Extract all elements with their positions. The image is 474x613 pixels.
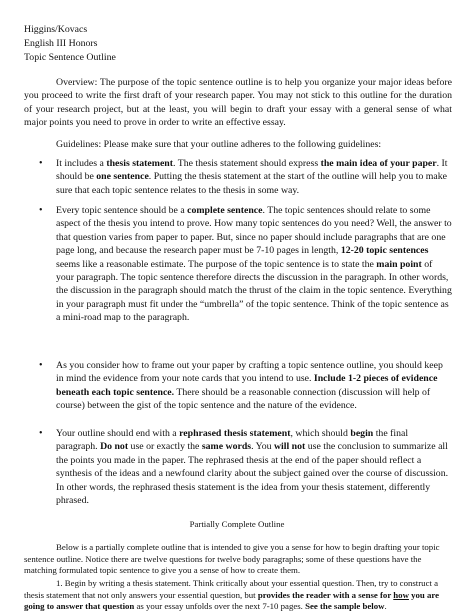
- bullet-marker: •: [39, 360, 43, 371]
- guidelines-intro: Guidelines: Please make sure that your outline adheres to the following guidelines:: [56, 139, 382, 150]
- step-one-instructions: 1. Begin by writing a thesis statement. Think critically about your essential question. Then, try to construct a thesis statement that not only answers your essential question, but provides the reader with a sense for how you are going to answer that question as your essay unfolds over the next 7-10 pages. See the sample below.: [24, 578, 440, 612]
- bullet-topic-sentences: Every topic sentence should be a complete sentence. The topic sentences should relate to some aspect of the thesis you intend to prove. How many topic sentences do you need? Well, the answer to that question varies from paper to paper. But, since no paper should include paragraphs that are one page long, and because the research paper must be 7-10 pages in length, 12-20 topic sentences seems like a reasonable estimate. The purpose of the topic sentence is to state the main point of your paragraph. The topic sentence therefore directs the discussion in the paragraph. In other words, the discussion in the paragraph should match the thrust of the claim in the topic sentence. Everything in your paragraph must fit under the “umbrella” of the topic sentence. Think of the topic sentence as a mini-road map to the paragraph.: [56, 205, 452, 324]
- document-title: Topic Sentence Outline: [24, 52, 116, 63]
- bullet-evidence: As you consider how to frame out your paper by crafting a topic sentence outline, you should keep in mind the evidence from your note cards that you intend to use. Include 1-2 pieces of evidence beneath each topic sentence. There should be a reasonable connection (discussion will help of course) between the gist of the topic sentence and the nature of the evidence.: [56, 360, 443, 412]
- overview-paragraph: Overview: The purpose of the topic sentence outline is to help you organize your major ideas before you proceed to write the first draft of your research paper. You may not stick to this outline for the duration of your research project, but at the least, you will begin to draft your essay with a general sense of what major points you need to prove in order to write an effective essay.: [24, 77, 452, 129]
- bullet-rephrased-thesis: Your outline should end with a rephrased thesis statement, which should begin the final paragraph. Do not use or exactly the same words. You will not use the conclusion to summarize all the points you made in the paper. The rephrased thesis at the end of the paper should reflect a synthesis of the ideas and a newfound clarity about the subject gained over the course of discussion. In other words, the rephrased thesis statement is the idea from your thesis statement, differently phrased.: [56, 428, 449, 507]
- bullet-marker: •: [39, 428, 43, 439]
- bullet-thesis-statement: It includes a thesis statement. The thesis statement should express the main idea of your paper. It should be one sentence. Putting the thesis statement at the start of the outline will help you to make sure that each topic sentence relates to the thesis in some way.: [56, 158, 448, 196]
- bullet-marker: •: [39, 205, 43, 216]
- bullet-marker: •: [39, 158, 43, 169]
- course-name: English III Honors: [24, 38, 98, 49]
- partial-outline-intro: Below is a partially complete outline that is intended to give you a sense for how to begin drafting your topic sentence outline. Notice there are twelve questions for twelve body paragraphs; some of these questions have the matching formulated topic sentence to give you a sense of how to create them.: [24, 542, 440, 576]
- section-heading: Partially Complete Outline: [189, 519, 285, 529]
- author-names: Higgins/Kovacs: [24, 24, 88, 35]
